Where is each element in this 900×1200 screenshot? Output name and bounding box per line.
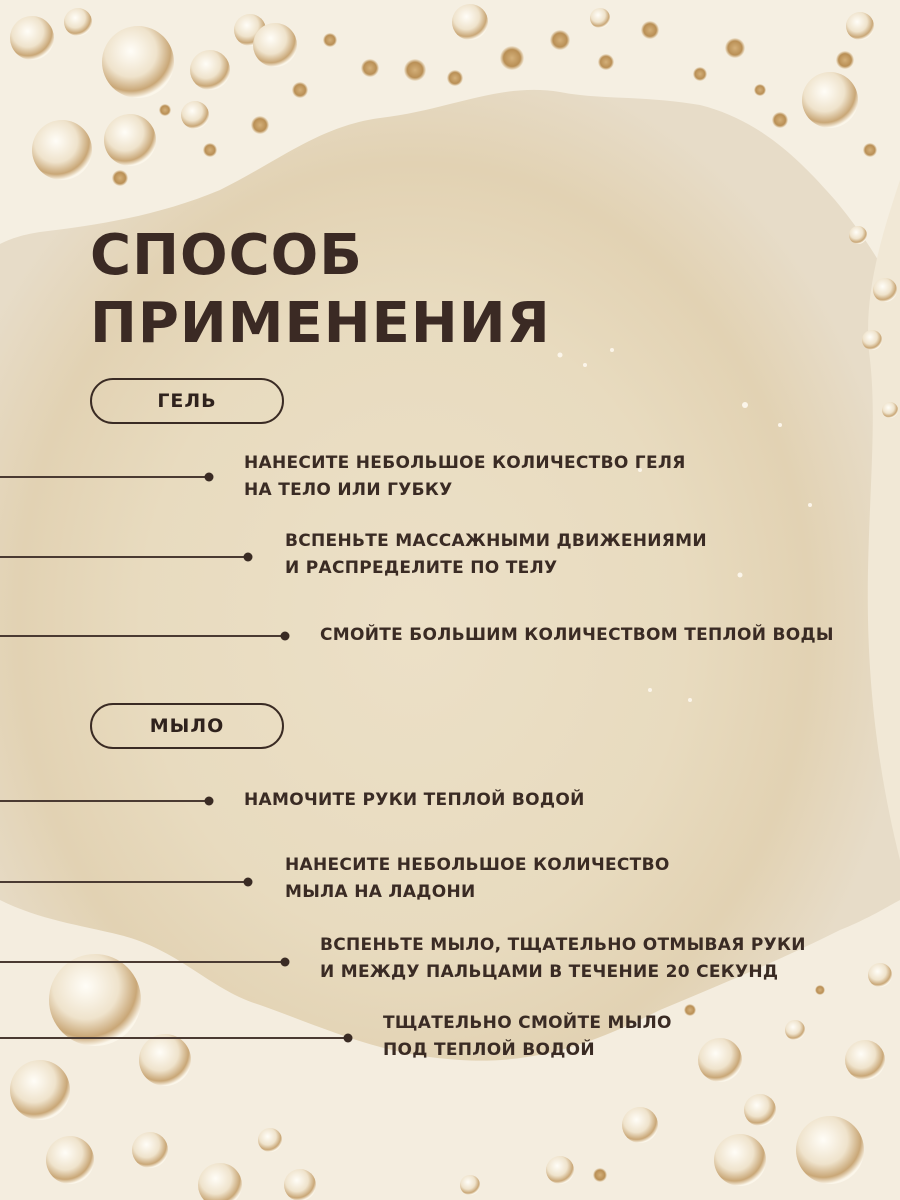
- gel-step-1: НАНЕСИТЕ НЕБОЛЬШОЕ КОЛИЧЕСТВО ГЕЛЯ НА ТЕЛО ИЛИ ГУБКУ: [244, 453, 686, 500]
- page-title-line2: ПРИМЕНЕНИЯ: [90, 291, 551, 356]
- foam-hole: [447, 70, 463, 86]
- foam-hole: [550, 30, 570, 50]
- gel-step-2: ВСПЕНЬТЕ МАССАЖНЫМИ ДВИЖЕНИЯМИ И РАСПРЕДЕЛИТЕ ПО ТЕЛУ: [285, 531, 707, 578]
- step-connector-line: [0, 881, 248, 883]
- foam-bubble: [546, 1156, 574, 1184]
- step-connector-line: [0, 800, 209, 802]
- foam-bubble: [49, 954, 141, 1046]
- foam-bubble: [698, 1038, 742, 1082]
- foam-bubble: [846, 12, 874, 40]
- foam-bubble: [802, 72, 858, 128]
- foam-bubble: [139, 1034, 191, 1086]
- step-bullet-dot: [205, 797, 214, 806]
- foam-hole: [404, 59, 426, 81]
- section-label-soap: МЫЛО: [90, 703, 284, 749]
- foam-bubble: [104, 114, 156, 166]
- foam-bubble: [622, 1107, 658, 1143]
- foam-hole: [598, 54, 614, 70]
- foam-hole: [754, 84, 766, 96]
- foam-hole: [684, 1004, 696, 1016]
- step-bullet-dot: [244, 553, 253, 562]
- step-connector-line: [0, 476, 209, 478]
- page-title-line1: СПОСОБ: [90, 223, 363, 288]
- foam-bubble: [10, 16, 54, 60]
- soap-step-2: НАНЕСИТЕ НЕБОЛЬШОЕ КОЛИЧЕСТВО МЫЛА НА ЛАДОНИ: [285, 855, 670, 902]
- foam-hole: [251, 116, 269, 134]
- foam-bubble: [868, 963, 892, 987]
- foam-hole: [292, 82, 308, 98]
- foam-bubble: [132, 1132, 168, 1168]
- foam-bubble: [862, 330, 882, 350]
- foam-bubble: [785, 1020, 805, 1040]
- step-bullet-dot: [281, 632, 290, 641]
- foam-bubble: [10, 1060, 70, 1120]
- foam-bubble: [873, 278, 897, 302]
- soap-step-3: ВСПЕНЬТЕ МЫЛО, ТЩАТЕЛЬНО ОТМЫВАЯ РУКИ И МЕЖДУ ПАЛЬЦАМИ В ТЕЧЕНИЕ 20 СЕКУНД: [320, 935, 806, 982]
- step-connector-line: [0, 556, 248, 558]
- page-title: [90, 222, 551, 358]
- foam-hole: [112, 170, 128, 186]
- foam-bubble: [102, 26, 174, 98]
- foam-bubble: [253, 23, 297, 67]
- foam-hole: [772, 112, 788, 128]
- step-connector-line: [0, 635, 285, 637]
- soap-step-4: ТЩАТЕЛЬНО СМОЙТЕ МЫЛО ПОД ТЕПЛОЙ ВОДОЙ: [383, 1013, 672, 1060]
- foam-bubble: [744, 1094, 776, 1126]
- foam-hole: [725, 38, 745, 58]
- step-connector-line: [0, 961, 285, 963]
- foam-bubble: [714, 1134, 766, 1186]
- foam-hole: [203, 143, 217, 157]
- foam-hole: [693, 67, 707, 81]
- step-bullet-dot: [281, 958, 290, 967]
- foam-bubble: [796, 1116, 864, 1184]
- foam-bubble: [452, 4, 488, 40]
- step-connector-line: [0, 1037, 348, 1039]
- soap-step-1: НАМОЧИТЕ РУКИ ТЕПЛОЙ ВОДОЙ: [244, 790, 585, 810]
- foam-bubble: [460, 1175, 480, 1195]
- foam-bubble: [849, 226, 867, 244]
- foam-bubble: [845, 1040, 885, 1080]
- step-bullet-dot: [344, 1034, 353, 1043]
- step-bullet-dot: [244, 878, 253, 887]
- foam-hole: [593, 1168, 607, 1182]
- foam-hole: [836, 51, 854, 69]
- foam-hole: [641, 21, 659, 39]
- foam-bubble: [181, 101, 209, 129]
- foam-bubble: [46, 1136, 94, 1184]
- foam-bubble: [190, 50, 230, 90]
- gel-step-3: СМОЙТЕ БОЛЬШИМ КОЛИЧЕСТВОМ ТЕПЛОЙ ВОДЫ: [320, 625, 834, 645]
- foam-bubble: [64, 8, 92, 36]
- foam-bubble: [32, 120, 92, 180]
- foam-bubble: [882, 402, 898, 418]
- foam-bubble: [590, 8, 610, 28]
- foam-hole: [159, 104, 171, 116]
- foam-hole: [500, 46, 524, 70]
- foam-bubble: [258, 1128, 282, 1152]
- section-label-gel: ГЕЛЬ: [90, 378, 284, 424]
- foam-hole: [815, 985, 825, 995]
- foam-bubble: [284, 1169, 316, 1200]
- foam-hole: [323, 33, 337, 47]
- foam-hole: [361, 59, 379, 77]
- foam-hole: [863, 143, 877, 157]
- step-bullet-dot: [205, 473, 214, 482]
